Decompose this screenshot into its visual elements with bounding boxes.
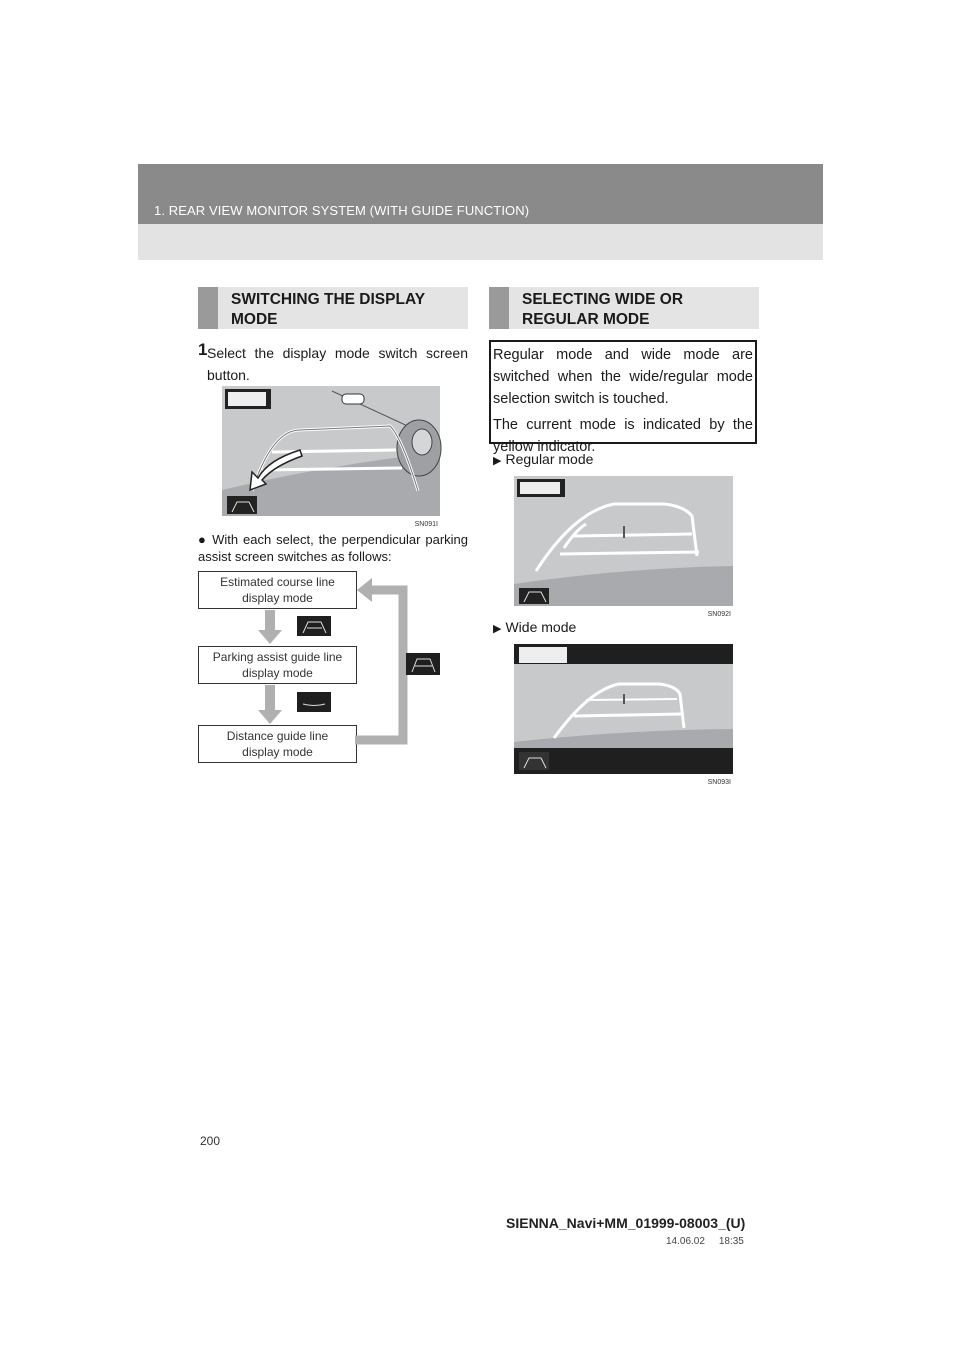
section-heading-wide-regular xyxy=(489,287,759,329)
image-code: SN091I xyxy=(414,521,438,528)
info-box xyxy=(489,340,757,455)
section-heading-display-mode xyxy=(198,287,468,329)
mode-label-wide: ▶ Wide mode xyxy=(493,619,577,635)
image-code: SN092I xyxy=(707,611,731,618)
parking-guide-icon xyxy=(406,653,440,675)
section-heading-text: SELECTING WIDE OR REGULAR MODE xyxy=(522,291,684,328)
guide-line-icon xyxy=(297,616,331,636)
bullet-text: With each select, the perpendicular parking assist screen switches as follows: xyxy=(198,532,468,564)
page-number: 200 xyxy=(200,1134,221,1148)
triangle-right-icon: ▶ xyxy=(493,623,502,635)
info-paragraph: The current mode is indicated by the yellow indicator. xyxy=(493,417,753,455)
bullet-text-block xyxy=(198,531,468,565)
triangle-right-icon: ▶ xyxy=(493,455,502,467)
step-1 xyxy=(198,342,468,386)
section-heading-text: SWITCHING THE DISPLAY MODE xyxy=(231,291,426,328)
image-code: SN093I xyxy=(707,779,731,786)
flow-estimated-course-line: Estimated course line display mode xyxy=(198,571,357,609)
flow-parking-assist-guide-line: Parking assist guide line display mode xyxy=(198,646,357,684)
rear-camera-screen-wide xyxy=(514,644,733,786)
step-text: Select the display mode switch screen button. xyxy=(207,345,468,383)
flow-distance-guide-line: Distance guide line display mode xyxy=(198,725,357,763)
info-paragraph: Regular mode and wide mode are switched when the wide/regular mode selection switch is touched. xyxy=(493,347,753,407)
mode-label-regular: ▶ Regular mode xyxy=(493,451,594,467)
step-number: 1 xyxy=(198,340,208,359)
rear-camera-screen-estimated xyxy=(222,386,440,528)
rear-camera-screen-regular xyxy=(514,476,733,618)
chapter-title: 1. REAR VIEW MONITOR SYSTEM (WITH GUIDE FUNCTION) xyxy=(154,203,530,218)
document-id: SIENNA_Navi+MM_01999-08003_(U) xyxy=(506,1215,746,1231)
bullet-circle-icon: ● xyxy=(198,532,213,547)
distance-line-icon xyxy=(297,692,331,712)
print-timestamp: 14.06.02 18:35 xyxy=(666,1236,744,1247)
